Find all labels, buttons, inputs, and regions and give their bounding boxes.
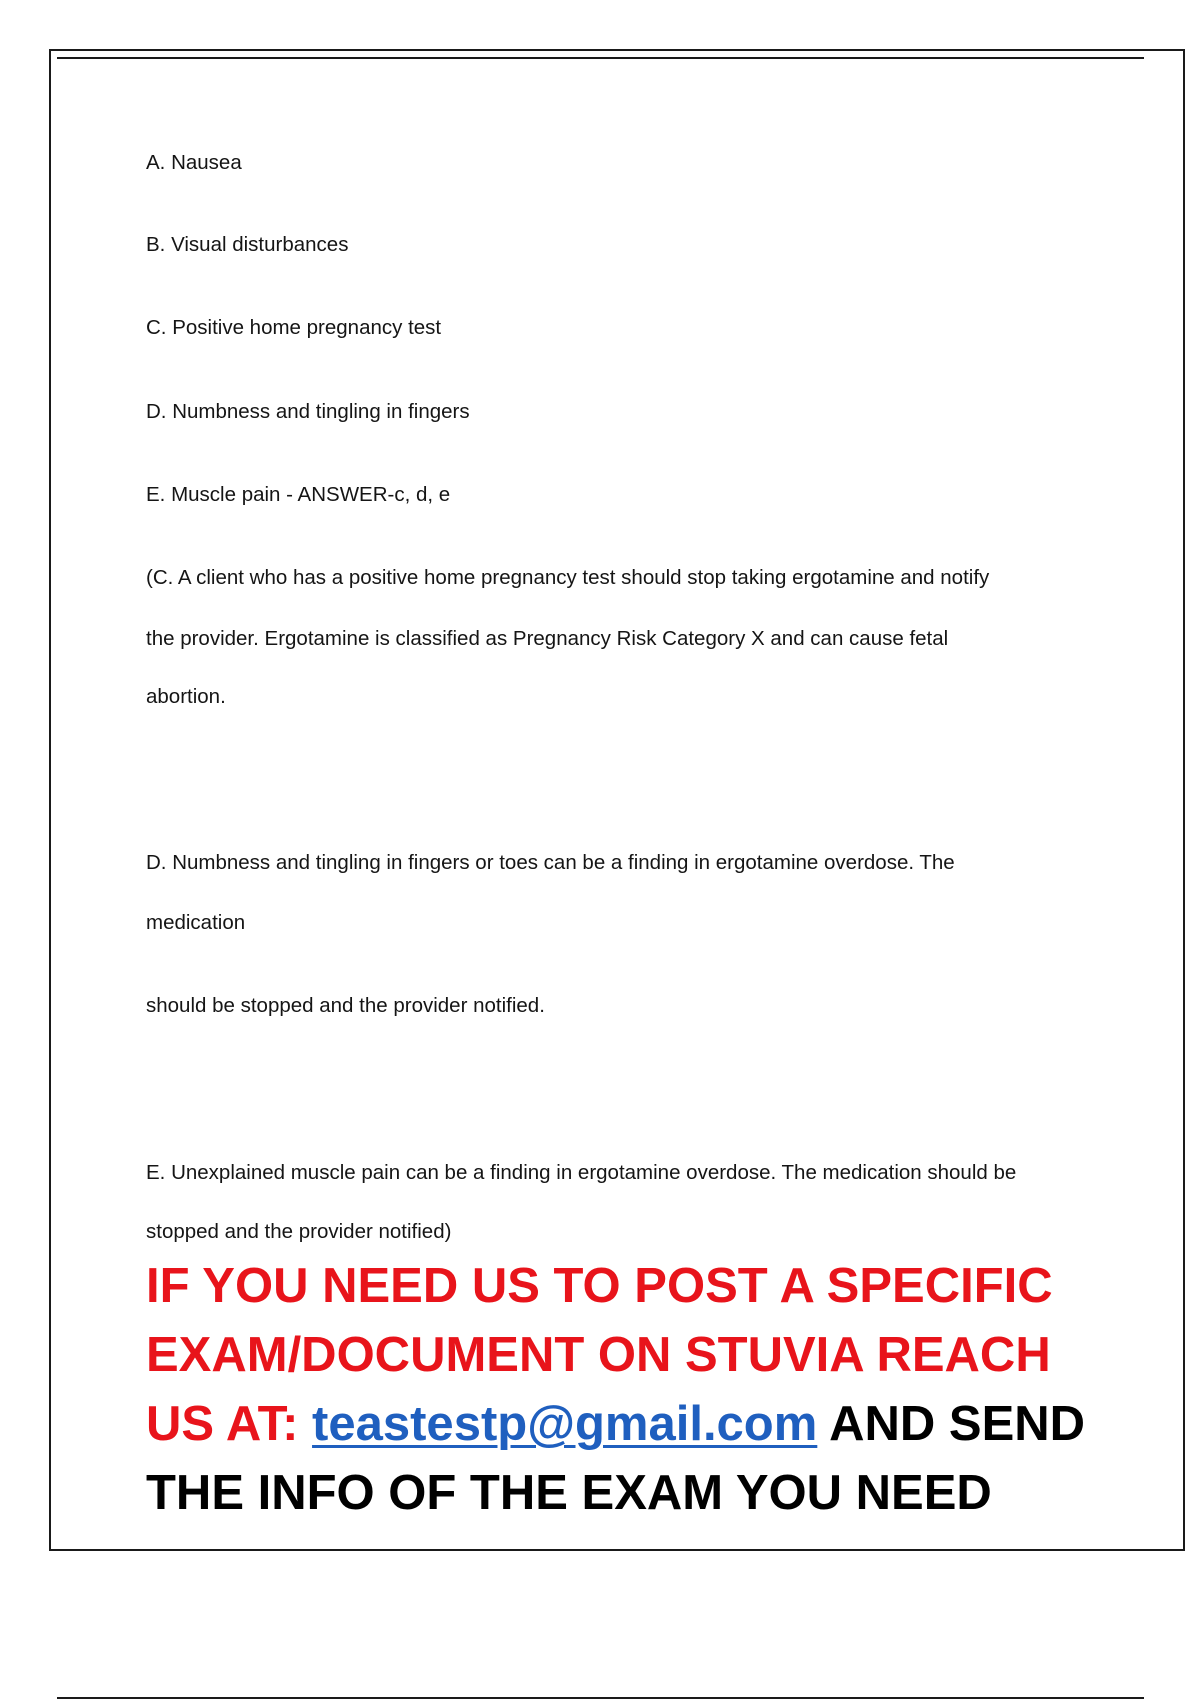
- rationale-d-line-3: should be stopped and the provider notified.: [146, 994, 545, 1017]
- rationale-e-line-1: E. Unexplained muscle pain can be a finding in ergotamine overdose. The medication should be: [146, 1161, 1017, 1184]
- rationale-c-line-2: the provider. Ergotamine is classified as Pregnancy Risk Category X and can cause fetal: [146, 627, 949, 650]
- rationale-c-line-3: abortion.: [146, 685, 226, 708]
- bottom-divider: [57, 1697, 1144, 1699]
- rationale-d-line-2: medication: [146, 911, 246, 934]
- promo-line-3-prefix: US AT:: [146, 1397, 313, 1451]
- rationale-d-line-1: D. Numbness and tingling in fingers or toes can be a finding in ergotamine overdose. The: [146, 851, 955, 874]
- rationale-e-line-2: stopped and the provider notified): [146, 1220, 452, 1243]
- option-e-answer: E. Muscle pain - ANSWER-c, d, e: [146, 483, 451, 506]
- top-divider: [57, 57, 1144, 59]
- rationale-c-line-1: (C. A client who has a positive home pregnancy test should stop taking ergotamine and notify: [146, 566, 990, 589]
- promo-line-2: EXAM/DOCUMENT ON STUVIA REACH: [146, 1328, 1051, 1382]
- promo-line-1: IF YOU NEED US TO POST A SPECIFIC: [146, 1259, 1053, 1313]
- promo-banner: [146, 1252, 1146, 1528]
- option-a: A. Nausea: [146, 151, 242, 174]
- option-b: B. Visual disturbances: [146, 233, 349, 256]
- option-c: C. Positive home pregnancy test: [146, 316, 442, 339]
- contact-email-link[interactable]: teastestp@gmail.com: [312, 1397, 818, 1451]
- promo-line-3-suffix: AND SEND: [817, 1397, 1086, 1451]
- option-d: D. Numbness and tingling in fingers: [146, 400, 470, 423]
- promo-line-4: THE INFO OF THE EXAM YOU NEED: [146, 1466, 992, 1520]
- promo-line-3: [146, 1390, 1146, 1459]
